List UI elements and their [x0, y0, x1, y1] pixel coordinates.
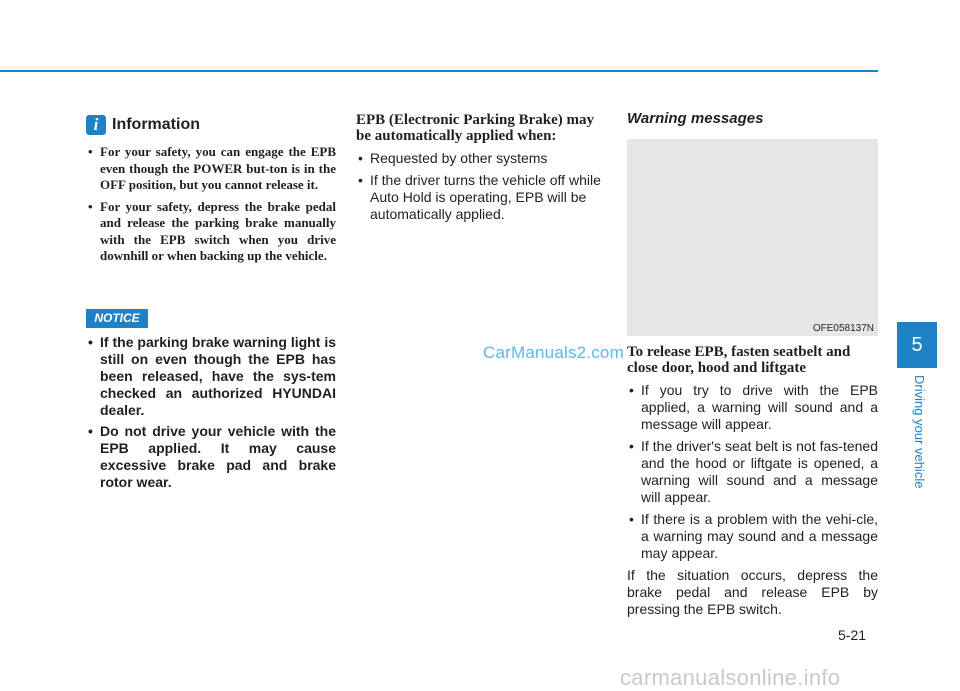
release-item: • If there is a problem with the vehi-cle, a warning may sound and a message may appear.	[627, 511, 878, 562]
release-paragraph: If the situation occurs, depress the brake pedal and release EPB by pressing the EPB switch.	[627, 567, 878, 617]
information-item: • For your safety, depress the brake pedal and release the parking brake manually with the EPB switch when you drive downhill or when backing up the vehicle.	[86, 199, 336, 265]
figure-code: OFE058137N	[812, 323, 874, 334]
epb-auto-section	[356, 112, 606, 228]
notice-item: • If the parking brake warning light is still on even though the EPB has been released, have the sys-tem checked an authorized HYUNDAI dealer.	[86, 334, 336, 419]
info-icon: i	[86, 115, 106, 135]
chapter-label: Driving your vehicle	[912, 375, 927, 489]
chapter-number: 5	[897, 322, 937, 368]
epb-auto-list	[356, 150, 606, 223]
release-section	[627, 344, 878, 618]
notice-badge: NOTICE	[86, 309, 148, 328]
site-watermark-link[interactable]: CarManuals2.com	[483, 343, 624, 362]
footer-watermark-link[interactable]: carmanualsonline.info	[620, 665, 841, 690]
page-number: 5-21	[838, 627, 867, 643]
epb-auto-item: • If the driver turns the vehicle off while Auto Hold is operating, EPB will be automatically applied.	[356, 172, 606, 223]
epb-auto-heading: EPB (Electronic Parking Brake) may be automatically applied when:	[356, 112, 595, 144]
warning-title: Warning messages	[627, 110, 764, 127]
release-heading: To release EPB, fasten seatbelt and close door, hood and liftgate	[627, 344, 851, 376]
header-rule	[0, 70, 878, 72]
release-list	[627, 382, 878, 562]
information-header	[86, 114, 336, 136]
information-title: Information	[112, 116, 200, 133]
notice-list	[86, 334, 336, 495]
epb-auto-item: • Requested by other systems	[356, 150, 606, 167]
information-list	[86, 144, 336, 265]
release-item: • If you try to drive with the EPB applied, a warning will sound and a message will appear.	[627, 382, 878, 433]
information-item: • For your safety, you can engage the EPB even though the POWER but-ton is in the OFF position, but you cannot release it.	[86, 144, 336, 194]
release-item: • If the driver's seat belt is not fas-tened and the hood or liftgate is opened, a warning will sound and a message will appear.	[627, 438, 878, 506]
notice-item: • Do not drive your vehicle with the EPB applied. It may cause excessive brake pad and brake rotor wear.	[86, 423, 336, 491]
warning-figure	[627, 139, 878, 336]
information-section	[86, 114, 336, 270]
